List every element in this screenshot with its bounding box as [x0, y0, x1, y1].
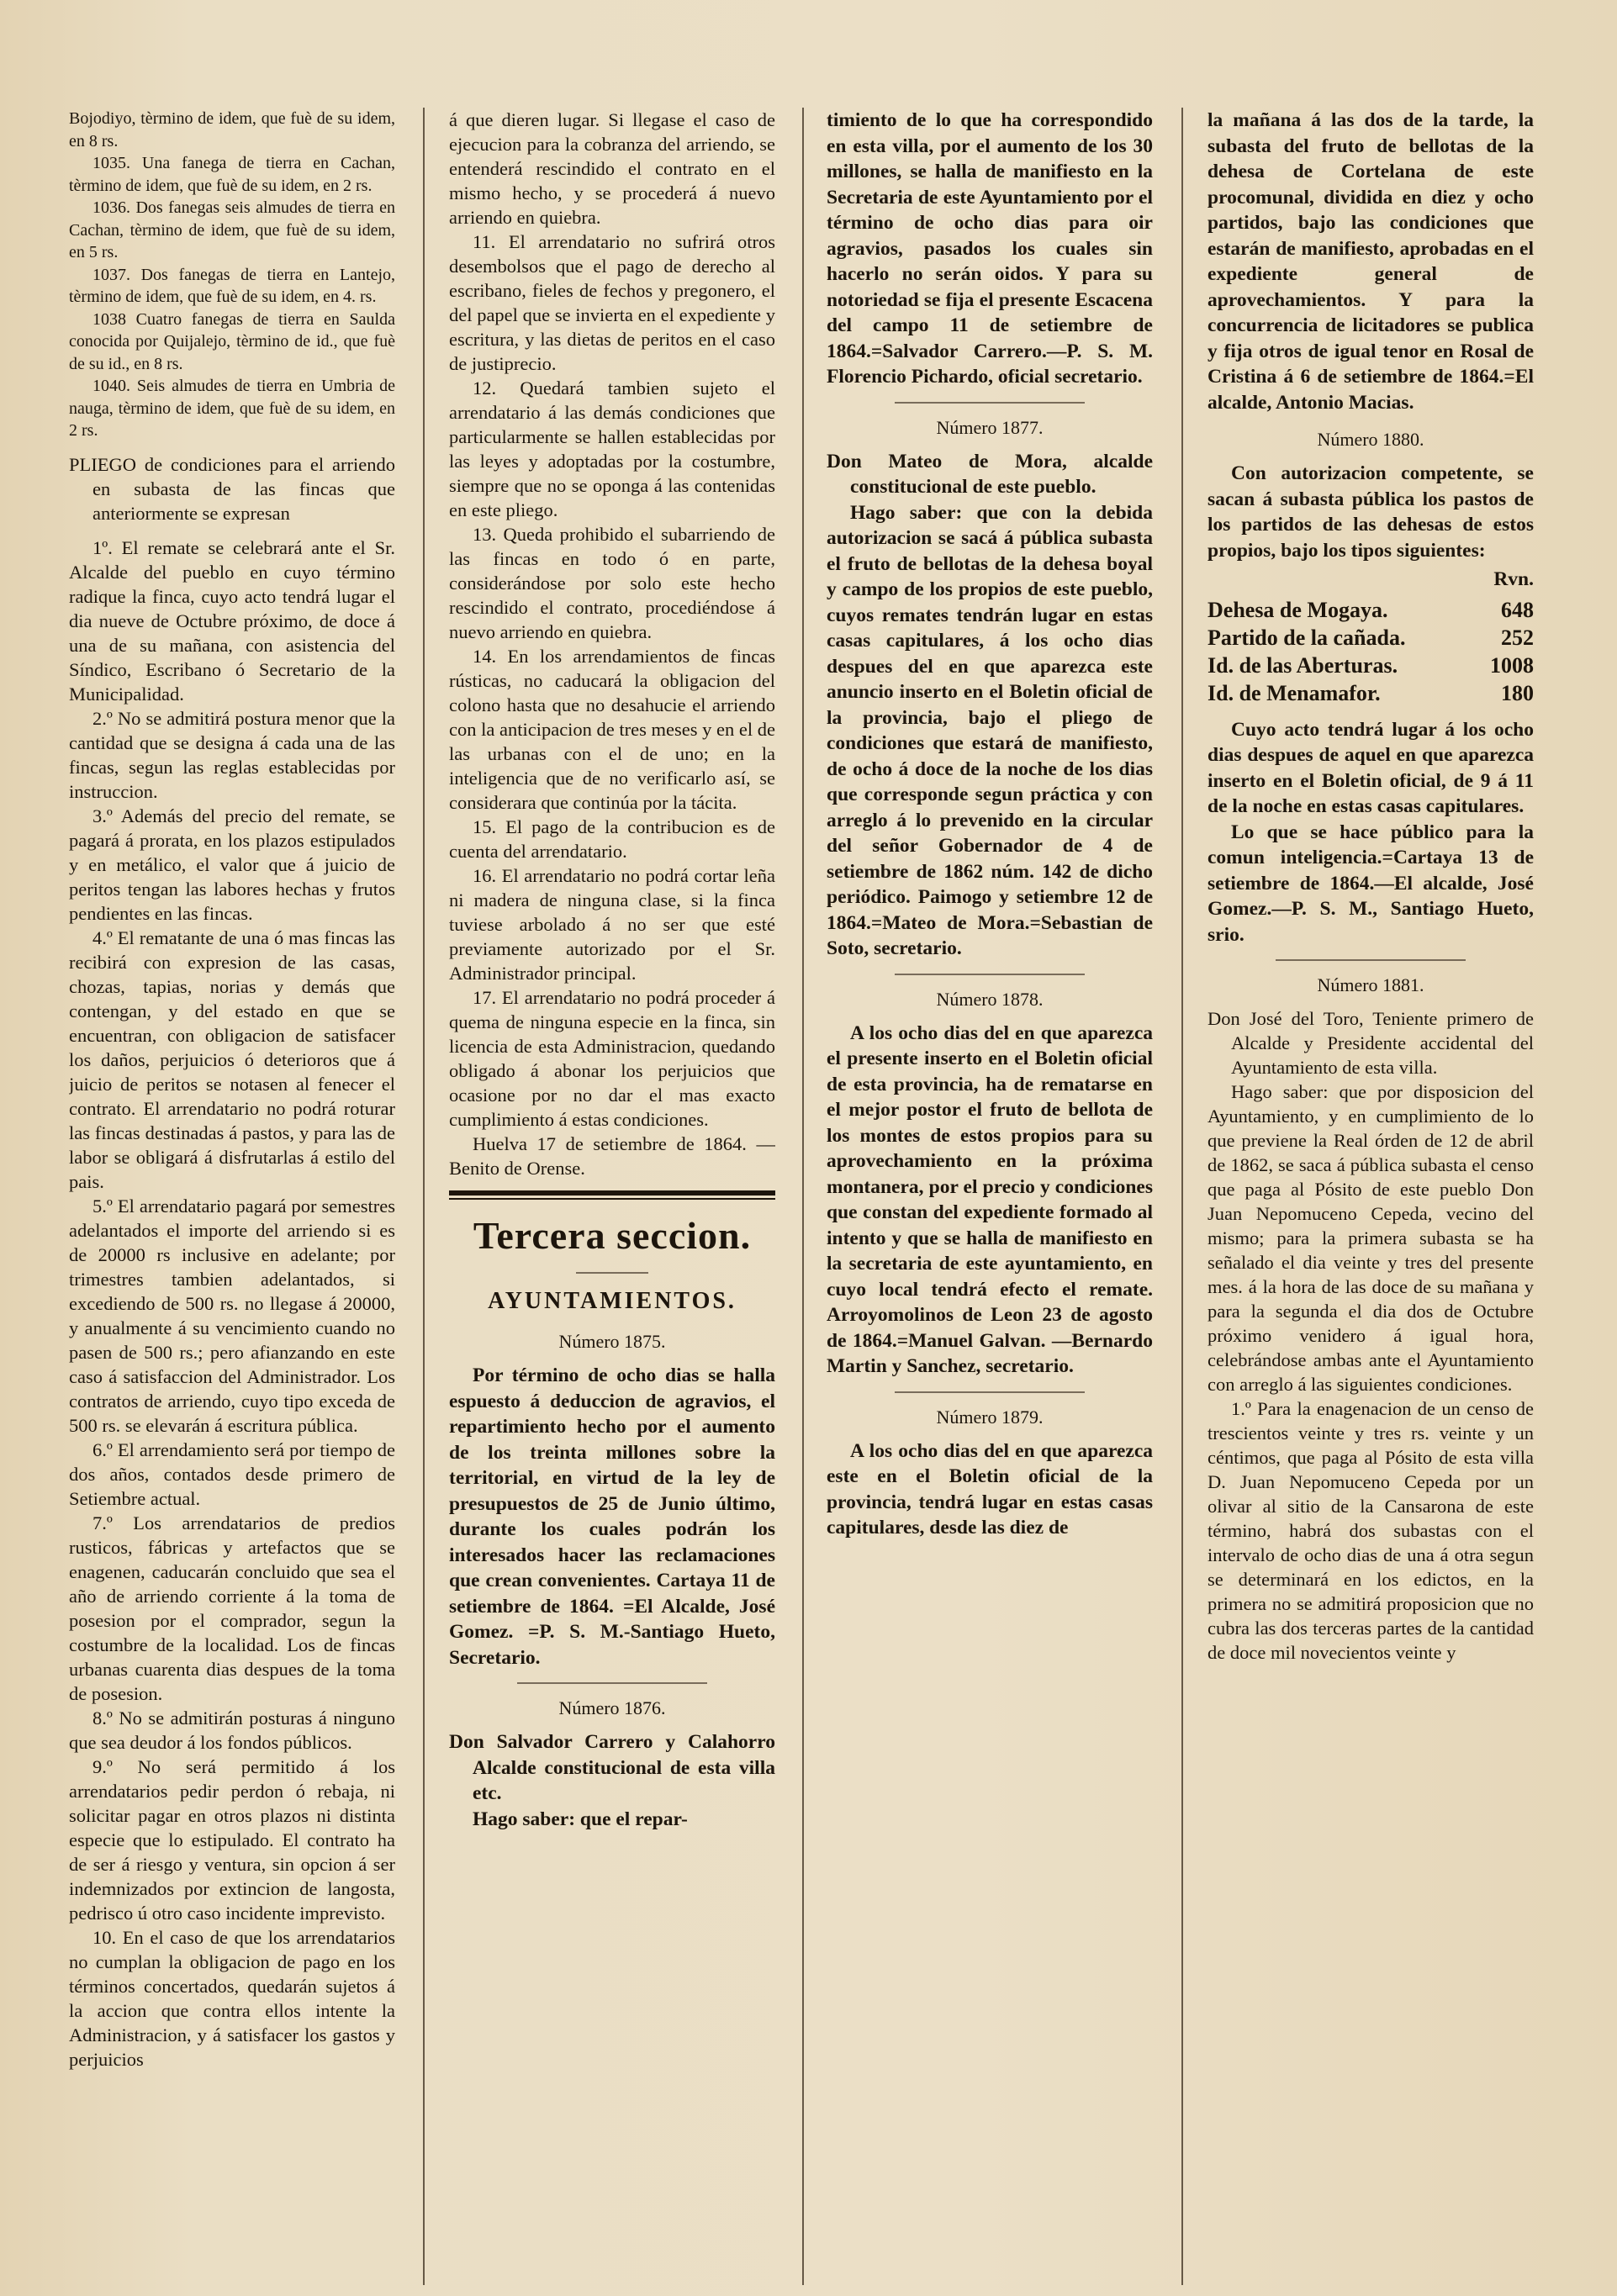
- table-cell-value: 648: [1501, 597, 1534, 622]
- list-item: 1037. Dos fanegas de tierra en Lantejo, tèrmino de idem, que fuè de su idem, en 4. rs.: [69, 265, 395, 306]
- divider: [895, 402, 1084, 404]
- condition-paragraph: 4.º El rematante de una ó mas fincas las recibirá con expresion de las casas, chozas, tapias, norias y demás que contengan, y del estado en que se encuentran, con obligacion de satisfacer los daños, perjuicios ó deterioros que á juicio de peritos se notasen al fenecer el contrato. El arrendatario no podrá roturar las fincas destinadas á pastos, y para las de labor se obligará á disfrutarlas á estilo del pais.: [69, 926, 395, 1192]
- notice-number: Número 1875.: [558, 1331, 666, 1352]
- condition-paragraph: 17. El arrendatario no podrá proceder á quema de ninguna especie en la finca, sin licencia de esta Administracion, quedando obligado á abonar los perjuicios que ocasione por no dar el mas exacto cumplimiento á estas condiciones.: [449, 987, 775, 1130]
- notice-text: Hago saber: que por disposicion del Ayuntamiento, y en cumplimiento de lo que previene la Real órden de 12 de abril de 1862, se saca á pública subasta el censo que paga al Pósito de este pueblo Don Juan Nepomuceno Cepeda, vecino del mismo; para la primera subasta se ha señalado el dia veinte y tres del presente mes. á la hora de las doce de su mañana y para la segunda el dia dos de Octubre próximo venidero á igual hora, celebrándose ambas ante el Ayuntamiento con arreglo á las siguientes condiciones.: [1207, 1081, 1534, 1395]
- condition-paragraph: 7.º Los arrendatarios de predios rusticos, fábricas y artefactos que se enagenen, caducarán concluido que sea el año de arriendo corriente á la toma de posesion por el comprador, segun la costumbre de la localidad. Los de fincas urbanas cuarenta dias despues de la toma de posesion.: [69, 1512, 395, 1704]
- section-rule: [449, 1190, 775, 1196]
- condition-paragraph: 6.º El arrendamiento será por tiempo de dos años, contados desde primero de Setiembre actual.: [69, 1438, 395, 1509]
- condition-paragraph: 13. Queda prohibido el subarriendo de las fincas en todo ó en parte, considerándose por solo este hecho rescindido el contrato, procediéndose á nuevo arriendo en quiebra.: [449, 524, 775, 642]
- condition-paragraph: 1º. El remate se celebrará ante el Sr. Alcalde del pueblo en cuyo término radique la finca, cuyo acto tendrá lugar el dia nueve de Octubre próximo, de doce á una de su mañana, con asistencia del Síndico, Escribano ó Secretario de la Municipalidad.: [69, 536, 395, 705]
- column-3: [827, 108, 1153, 2285]
- price-table: [1207, 596, 1534, 707]
- condition-paragraph: 12. Quedará tambien sujeto el arrendatario á las demás condiciones que particularmente se hallen establecidas por las leyes y adoptadas por la costumbre, siempre que no se oponga á las contenidas en este pliego.: [449, 377, 775, 520]
- notice-text: Lo que se hace público para la comun inteligencia.=Cartaya 13 de setiembre de 1864.—El alcalde, José Gomez.—P. S. M., Santiago Hueto, srio.: [1207, 821, 1534, 946]
- divider: [517, 1682, 706, 1684]
- condition-paragraph: 11. El arrendatario no sufrirá otros desembolsos que el pago de derecho al escribano, fieles de fechos y pregonero, el del papel que se invierta en el expediente y escritura, y las dietas de peritos en el caso de justiprecio.: [449, 231, 775, 374]
- notice-number: Número 1880.: [1317, 429, 1424, 450]
- table-row: [1207, 652, 1534, 679]
- condition-paragraph: 8.º No se admitirán posturas á ninguno que sea deudor á los fondos públicos.: [69, 1707, 395, 1753]
- condition-paragraph: 1.º Para la enagenacion de un censo de trescientos veinte y tres rs. veinte y un céntimos, que paga al Pósito de esta villa D. Juan Nepomuceno Cepeda por un olivar al sitio de la Cansarona de este término, habrá dos subastas con el intervalo de ocho dias de una á otra segun se determinará en los edictos, en la primera no se admitirá proposicion que no cubra las dos terceras partes de la cantidad de doce mil novecientos veinte y: [1207, 1398, 1534, 1663]
- list-item: 1036. Dos fanegas seis almudes de tierra en Cachan, tèrmino de idem, que fuè de su idem, en 5 rs.: [69, 198, 395, 261]
- list-item: 1035. Una fanega de tierra en Cachan, tèrmino de idem, que fuè de su idem, en 2 rs.: [69, 154, 395, 195]
- condition-paragraph: 3.º Además del precio del remate, se pagará á prorata, en los plazos estipulados y en metálico, el valor que á juicio de peritos tengan las labores hechas y frutos pendientes en las fincas.: [69, 805, 395, 924]
- table-row: [1207, 596, 1534, 624]
- continued-paragraph: timiento de lo que ha correspondido en esta villa, por el aumento de los 30 millones, se halla de manifiesto en la Secretaria de este Ayuntamiento por el término de ocho dias para oir agravios, pasados los cuales sin hacerlo no serán oidos. Y para su notoriedad se fija el presente Escacena del campo 11 de setiembre de 1864.=Salvador Carrero.—P. S. M. Florencio Pichardo, oficial secretario.: [827, 109, 1153, 388]
- table-cell-name: Id. de las Aberturas.: [1207, 652, 1398, 678]
- divider: [895, 1391, 1084, 1393]
- table-cell-name: Partido de la cañada.: [1207, 625, 1406, 650]
- notice-number: Número 1881.: [1317, 974, 1424, 995]
- condition-paragraph: 16. El arrendatario no podrá cortar leña ni madera de ninguna clase, si la finca tuviese arbolado á no ser que esté previamente autorizado por el Sr. Administrador principal.: [449, 865, 775, 984]
- notice-text: Hago saber: que el repar-: [473, 1808, 688, 1830]
- condition-paragraph: 9.º No será permitido á los arrendatarios pedir perdon ó rebaja, ni solicitar pagar en otros plazos ni distinta especie que lo estipulado. El contrato ha de ser á riesgo y ventura, sin opcion á ser indemnizados por extincion de langosta, pedrisco ú otro caso incidente imprevisto.: [69, 1755, 395, 1924]
- column-2: [449, 108, 775, 2285]
- condition-paragraph: 10. En el caso de que los arrendatarios no cumplan la obligacion de pago en los términos concertados, quedarán sujetos á la accion que contra ellos intente la Administracion, y á satisfacer los gastos y perjuicios: [69, 1926, 395, 2070]
- column-1: [69, 108, 395, 2285]
- signature: Huelva 17 de setiembre de 1864. —Benito de Orense.: [449, 1133, 775, 1179]
- table-cell-name: Dehesa de Mogaya.: [1207, 597, 1388, 622]
- column-rule: [1181, 108, 1183, 2285]
- notice-number: Número 1876.: [558, 1697, 666, 1718]
- table-cell-name: Id. de Menamafor.: [1207, 680, 1381, 705]
- notice-text: Hago saber: que con la debida autorizacion se sacá á pública subasta el fruto de bellotas de la dehesa boyal y campo de los propios de este pueblo, cuyos remates tendrán lugar en estas casas capitulares, á los ocho dias despues del en que aparezca este anuncio inserto en el Boletin oficial de la provincia, bajo el pliego de condiciones que estará de manifiesto, de ocho á doce de la noche de los dias que corresponde segun práctica y con arreglo á lo prevenido en la circular del señor Gobernador de 4 de setiembre de 1862 núm. 142 de dicho periódico. Paimogo y setiembre 12 de 1864.=Mateo de Mora.=Sebastian de Soto, secretario.: [827, 501, 1153, 959]
- table-cell-value: 1008: [1490, 652, 1534, 678]
- condition-paragraph: 15. El pago de la contribucion es de cuenta del arrendatario.: [449, 816, 775, 862]
- table-cell-value: 252: [1501, 625, 1534, 650]
- list-item: 1040. Seis almudes de tierra en Umbria de nauga, tèrmino de idem, que fuè de su idem, en 2 rs.: [69, 377, 395, 440]
- divider: [895, 974, 1084, 975]
- divider: [1276, 959, 1465, 961]
- notice-heading: Don José del Toro, Teniente primero de Alcalde y Presidente accidental del Ayuntamiento de esta villa.: [1207, 1008, 1534, 1078]
- notice-number: Número 1878.: [936, 988, 1044, 1010]
- notice-number: Número 1877.: [936, 416, 1044, 438]
- section-rule: [449, 1198, 775, 1200]
- continued-paragraph: la mañana á las dos de la tarde, la subasta del fruto de bellotas de la dehesa de Cortelana de este procomunal, dividida en diez y ocho partidos, bajo las condiciones que estarán de manifiesto, aprobadas en el expediente general de aprovechamientos. Y para la concurrencia de licitadores se publica y fija otros de igual tenor en Rosal de Cristina á 6 de setiembre de 1864.=El alcalde, Antonio Macias.: [1207, 109, 1534, 414]
- condition-paragraph: 14. En los arrendamientos de fincas rústicas, no caducará la obligacion del colono hasta que no desahucie el arriendo con la anticipacion de tres meses y en el de las urbanas con el de uno; en la inteligencia que de no verificarlo así, se considerara que continúa por la tácita.: [449, 646, 775, 813]
- column-rule: [802, 108, 804, 2285]
- condition-paragraph: 2.º No se admitirá postura menor que la cantidad que se designa á cada una de las fincas, segun las reglas establecidas por instruccion.: [69, 707, 395, 802]
- table-cell-value: 180: [1501, 680, 1534, 705]
- list-item: Bojodiyo, tèrmino de idem, que fuè de su idem, en 8 rs.: [69, 109, 395, 150]
- table-row: [1207, 679, 1534, 707]
- currency-label: Rvn.: [1493, 568, 1534, 590]
- notice-text: Por término de ocho dias se halla espuesto á deduccion de agravios, el repartimiento hecho por el aumento de los treinta millones sobre la territorial, en virtud de la ley de presupuestos de 25 de Junio último, durante los cuales podrán los interesados hacer las reclamaciones que crean convenientes. Cartaya 11 de setiembre de 1864. =El Alcalde, José Gomez. =P. S. M.-Santiago Hueto, Secretario.: [449, 1364, 775, 1669]
- section-subtitle: AYUNTAMIENTOS.: [488, 1288, 737, 1314]
- pliego-title: PLIEGO de condiciones para el arriendo en subasta de las fincas que anteriormente se expresan: [69, 453, 395, 524]
- list-item: 1038 Cuatro fanegas de tierra en Saulda conocida por Quijalejo, tèrmino de id., que fuè de su id., en 8 rs.: [69, 309, 395, 373]
- notice-text: Con autorizacion competente, se sacan á subasta pública los pastos de los partidos de las dehesas de estos propios, bajo los tipos siguientes:: [1207, 462, 1534, 562]
- continued-paragraph: á que dieren lugar. Si llegase el caso de ejecucion para la cobranza del arriendo, se entenderá rescindido el contrato en el mismo hecho, y se procederá á nuevo arriendo en quiebra.: [449, 109, 775, 228]
- notice-heading: Don Mateo de Mora, alcalde constitucional de este pueblo.: [827, 450, 1153, 498]
- column-4: [1207, 108, 1534, 2285]
- table-row: [1207, 624, 1534, 652]
- notice-text: A los ocho dias del en que aparezca el presente inserto en el Boletin oficial de esta provincia, ha de rematarse en el mejor postor el fruto de bellota de los montes de estos propios para su aprovechamiento en la próxima montanera, por el precio y condiciones que constan del expediente formado al intento y que se halla de manifiesto en la secretaria de este ayuntamiento, en cuyo local tendrá efecto el remate. Arroyomolinos de Leon 23 de agosto de 1864.=Manuel Galvan. —Bernardo Martin y Sanchez, secretario.: [827, 1021, 1153, 1377]
- notice-text: Cuyo acto tendrá lugar á los ocho dias despues de aquel en que aparezca inserto en el Boletin oficial, de 9 á 11 de la noche en estas casas capitulares.: [1207, 718, 1534, 817]
- section-title: Tercera seccion.: [473, 1214, 752, 1257]
- notice-heading: Don Salvador Carrero y Calahorro Alcalde constitucional de esta villa etc.: [449, 1731, 775, 1804]
- notice-number: Número 1879.: [936, 1406, 1044, 1428]
- notice-text: A los ocho dias del en que aparezca este en el Boletin oficial de la provincia, tendrá lugar en estas casas capitulares, desde las diez de: [827, 1439, 1153, 1539]
- divider: [576, 1272, 647, 1274]
- column-rule: [423, 108, 425, 2285]
- condition-paragraph: 5.º El arrendatario pagará por semestres adelantados el importe del arriendo si es de 20000 rs inclusive en adelante; por trimestres tambien adelantados, si excediendo de 500 rs. no llegase á 20000, y anualmente á su vencimiento cuando no pasen de 500 rs.; pero afianzando en este caso á satisfaccion del Administrador. Los contratos de arriendo, cuyo tipo exceda de 500 rs. se elevarán á escritura pública.: [69, 1195, 395, 1436]
